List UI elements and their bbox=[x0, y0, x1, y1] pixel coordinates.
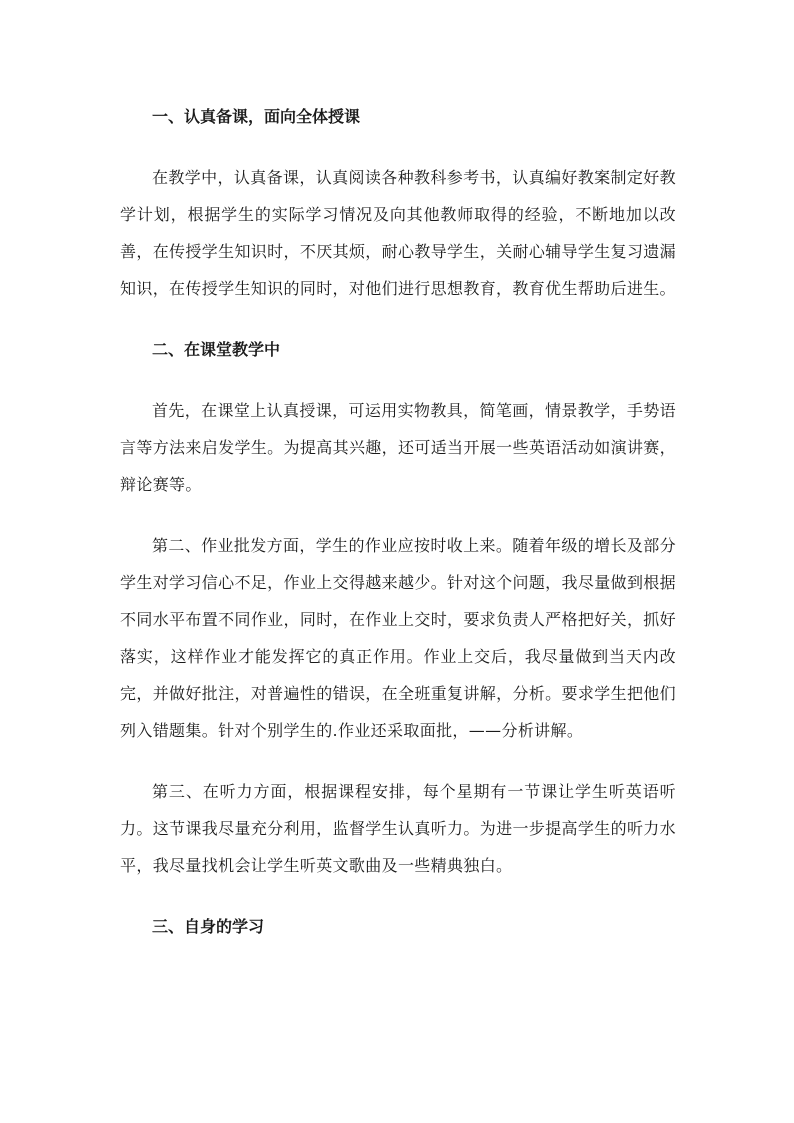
section-2-paragraph-3: 第三、在听力方面，根据课程安排，每个星期有一节课让学生听英语听力。这节课我尽量充分利用，监督学生认真听力。为进一步提高学生的听力水平，我尽量找机会让学生听英文歌曲及一些精典独白。 bbox=[120, 782, 676, 875]
section-2-paragraph-2: 第二、作业批发方面，学生的作业应按时收上来。随着年级的增长及部分学生对学习信心不足，作业上交得越来越少。针对这个问题，我尽量做到根据不同水平布置不同作业，同时，在作业上交时，要求负责人严格把好关，抓好落实，这样作业才能发挥它的真正作用。作业上交后，我尽量做到当天内改完，并做好批注，对普遍性的错误，在全班重复讲解，分析。要求学生把他们列入错题集。针对个别学生的.作业还采取面批，——分析讲解。 bbox=[120, 536, 676, 740]
section-2-paragraph-1: 首先，在课堂上认真授课，可运用实物教具，简笔画，情景教学，手势语言等方法来启发学生。为提高其兴趣，还可适当开展一些英语活动如演讲赛，辩论赛等。 bbox=[120, 401, 676, 494]
section-2-heading: 二、在课堂教学中 bbox=[152, 340, 281, 359]
section-1-heading: 一、认真备课，面向全体授课 bbox=[152, 107, 361, 126]
section-3-heading: 三、自身的学习 bbox=[152, 917, 265, 936]
document-page bbox=[120, 98, 676, 945]
section-1-paragraph: 在教学中，认真备课，认真阅读各种教科参考书，认真编好教案制定好教学计划，根据学生的实际学习情况及向其他教师取得的经验，不断地加以改善，在传授学生知识时，不厌其烦，耐心教导学生，关耐心辅导学生复习遗漏知识，在传授学生知识的同时，对他们进行思想教育，教育优生帮助后进生。 bbox=[120, 168, 676, 298]
